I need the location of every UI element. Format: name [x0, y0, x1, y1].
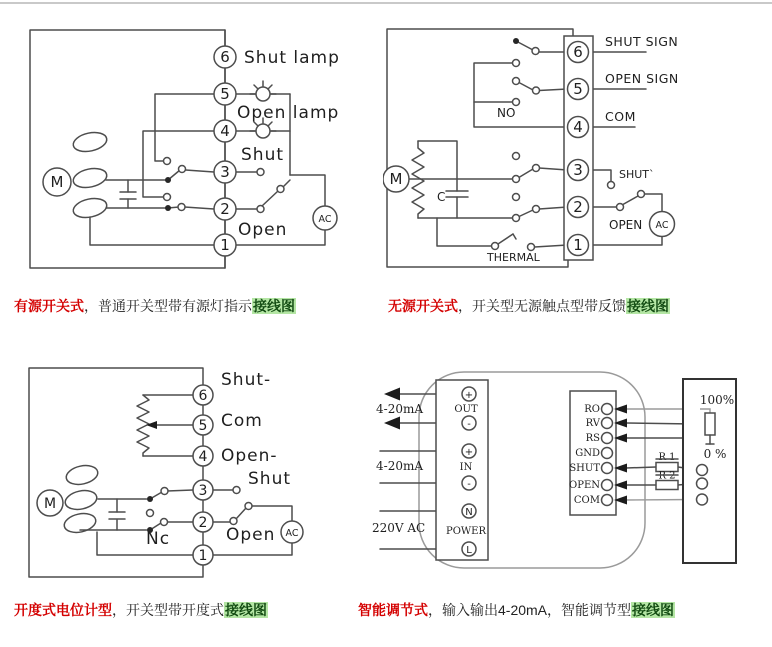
svg-text:M: M [43, 496, 57, 512]
svg-text:6: 6 [573, 43, 583, 61]
d1-terminal-4 [214, 120, 236, 142]
caption-dry-contact [388, 296, 670, 316]
svg-text:RO: RO [584, 404, 600, 415]
svg-text:RS: RS [585, 433, 600, 444]
svg-text:N: N [465, 507, 473, 518]
svg-text:3: 3 [198, 483, 208, 499]
d1-capacitor-icon [120, 180, 136, 208]
svg-text:6: 6 [220, 48, 230, 66]
d2-label-shut-sign: SHUT SIGN [605, 34, 679, 49]
caption3-highlight: 接线图 [225, 602, 267, 618]
d3-label-shut-minus: Shut- [221, 370, 272, 390]
d2-terminal-6 [568, 42, 589, 63]
d4-line-terminal [462, 542, 476, 556]
d2-label-thermal: THERMAL [487, 251, 540, 264]
svg-text:4: 4 [198, 449, 208, 465]
caption3-desc: ，开关型带开度式 [112, 602, 224, 618]
svg-text:1: 1 [198, 548, 208, 564]
svg-text:R 1: R 1 [658, 452, 676, 463]
d1-motor-winding-icon [72, 130, 109, 221]
d4-out-plus-terminal [462, 387, 476, 401]
d3-terminal-3 [193, 480, 213, 500]
d3-terminal-4 [193, 446, 213, 466]
d2-capacitor-icon [446, 191, 468, 197]
d3-label-nc: Nc [146, 529, 171, 549]
d4-label-0pct: 0 % [703, 447, 727, 461]
svg-text:L: L [466, 545, 472, 556]
d1-label-open-lamp: Open lamp [237, 103, 340, 123]
caption4-desc: ，输入输出4-20mA，智能调节型 [428, 602, 632, 618]
caption4-type: 智能调节式 [358, 602, 428, 618]
d4-in-plus-terminal [462, 444, 476, 458]
d2-ac-source-icon [650, 212, 675, 237]
caption-potentiometer [14, 600, 268, 620]
d3-terminal-5 [193, 415, 213, 435]
svg-text:R 2: R 2 [658, 470, 676, 482]
d3-wiper-arrow [146, 421, 157, 429]
svg-text:4: 4 [573, 118, 583, 136]
caption1-highlight: 接线图 [253, 298, 295, 314]
svg-text:SHUT: SHUT [569, 463, 600, 474]
svg-text:M: M [50, 173, 64, 191]
caption2-type: 无源开关式 [388, 298, 458, 314]
d4-label-220v-ac: 220V AC [372, 521, 426, 535]
d2-terminal-3 [568, 160, 589, 181]
d3-ac-source-icon [281, 521, 303, 543]
d2-terminal-2 [568, 197, 589, 218]
d1-label-shut: Shut [241, 145, 285, 165]
d3-motor-icon [37, 490, 63, 516]
d2-label-no: NO [497, 106, 516, 120]
d1-label-shut-lamp: Shut lamp [244, 48, 340, 68]
d4-r2-resistor [656, 471, 678, 490]
caption2-highlight: 接线图 [627, 298, 669, 314]
svg-text:1: 1 [220, 236, 230, 254]
d2-label-open-sign: OPEN SIGN [605, 71, 679, 86]
d2-label-capacitor: C [437, 190, 446, 204]
svg-text:5: 5 [198, 418, 208, 434]
d3-terminal-2 [193, 512, 213, 532]
d3-terminal-6 [193, 385, 213, 405]
svg-text:-: - [467, 419, 471, 430]
d4-label-out: OUT [454, 404, 478, 415]
svg-text:1: 1 [573, 236, 583, 254]
d2-motor-icon [383, 166, 409, 192]
d3-enclosure-box [29, 368, 203, 577]
d1-terminal-2 [214, 198, 236, 220]
d4-label-in-ma: 4-20mA [376, 459, 424, 473]
d4-feedback-pot-icon [705, 413, 715, 435]
caption4-highlight: 接线图 [632, 602, 675, 618]
d4-out-minus-terminal [462, 416, 476, 430]
d3-label-com: Com [221, 411, 263, 431]
d4-label-100pct: 100% [699, 393, 735, 407]
d3-label-open-minus: Open- [221, 446, 278, 466]
svg-text:AC: AC [285, 528, 299, 539]
d1-terminal-3 [214, 161, 236, 183]
d2-terminal-strip [564, 36, 593, 260]
svg-text:-: - [467, 479, 471, 490]
svg-text:+: + [464, 447, 474, 458]
svg-text:2: 2 [220, 200, 230, 218]
d1-enclosure-box [30, 30, 225, 268]
d2-label-com: COM [605, 109, 636, 124]
svg-text:AC: AC [655, 220, 669, 231]
svg-text:GND: GND [575, 448, 600, 459]
svg-text:OPEN: OPEN [569, 480, 600, 491]
d4-label-in: IN [459, 462, 473, 473]
svg-text:6: 6 [198, 388, 208, 404]
d3-label-shut: Shut [248, 469, 292, 489]
svg-text:3: 3 [220, 163, 230, 181]
d1-terminal-1 [214, 234, 236, 256]
svg-text:+: + [464, 390, 474, 401]
d2-terminal-5 [568, 79, 589, 100]
d1-ac-source-icon [313, 206, 337, 230]
d3-capacitor-icon [109, 512, 125, 519]
svg-text:AC: AC [318, 214, 332, 225]
d2-label-shut: SHUT` [619, 168, 655, 181]
svg-text:5: 5 [220, 85, 230, 103]
svg-text:2: 2 [198, 515, 208, 531]
d4-r1-resistor [656, 452, 678, 472]
svg-text:M: M [389, 170, 403, 188]
caption-smart-regulator [358, 600, 675, 620]
svg-text:3: 3 [573, 161, 583, 179]
diagram-powered-switch [0, 20, 345, 292]
d2-enclosure-box [387, 29, 573, 267]
svg-text:RV: RV [585, 418, 600, 429]
svg-text:5: 5 [573, 80, 583, 98]
d1-lamp-shut-icon [250, 81, 276, 101]
diagram-smart-regulator [370, 362, 772, 597]
caption2-desc: ，开关型无源触点型带反馈 [458, 298, 626, 314]
d2-terminal-4 [568, 117, 589, 138]
d1-motor-icon [43, 168, 71, 196]
d2-label-open: OPEN [609, 218, 643, 232]
svg-text:2: 2 [573, 198, 583, 216]
d1-terminal-6 [214, 46, 236, 68]
d4-neutral-terminal [462, 504, 476, 518]
d3-terminal-1 [193, 545, 213, 565]
d1-terminal-5 [214, 83, 236, 105]
caption1-type: 有源开关式 [14, 298, 84, 314]
svg-text:COM: COM [573, 495, 600, 506]
caption3-type: 开度式电位计型 [14, 602, 112, 618]
d1-label-open: Open [238, 220, 288, 240]
top-divider [0, 2, 772, 4]
d3-potentiometer-icon [137, 395, 149, 456]
diagram-potentiometer [0, 360, 340, 592]
caption-powered-switch [14, 296, 296, 316]
d3-label-open: Open [226, 525, 276, 545]
d4-label-power: POWER [445, 526, 487, 537]
d2-terminal-1 [568, 235, 589, 256]
d3-motor-winding-icon [62, 463, 99, 535]
diagram-dry-contact-switch [383, 20, 772, 292]
caption1-desc: ，普通开关型带有源灯指示 [84, 298, 252, 314]
d4-label-out-ma: 4-20mA [376, 402, 424, 416]
d4-feedback-contacts [697, 465, 708, 506]
svg-text:4: 4 [220, 122, 230, 140]
d4-in-minus-terminal [462, 476, 476, 490]
